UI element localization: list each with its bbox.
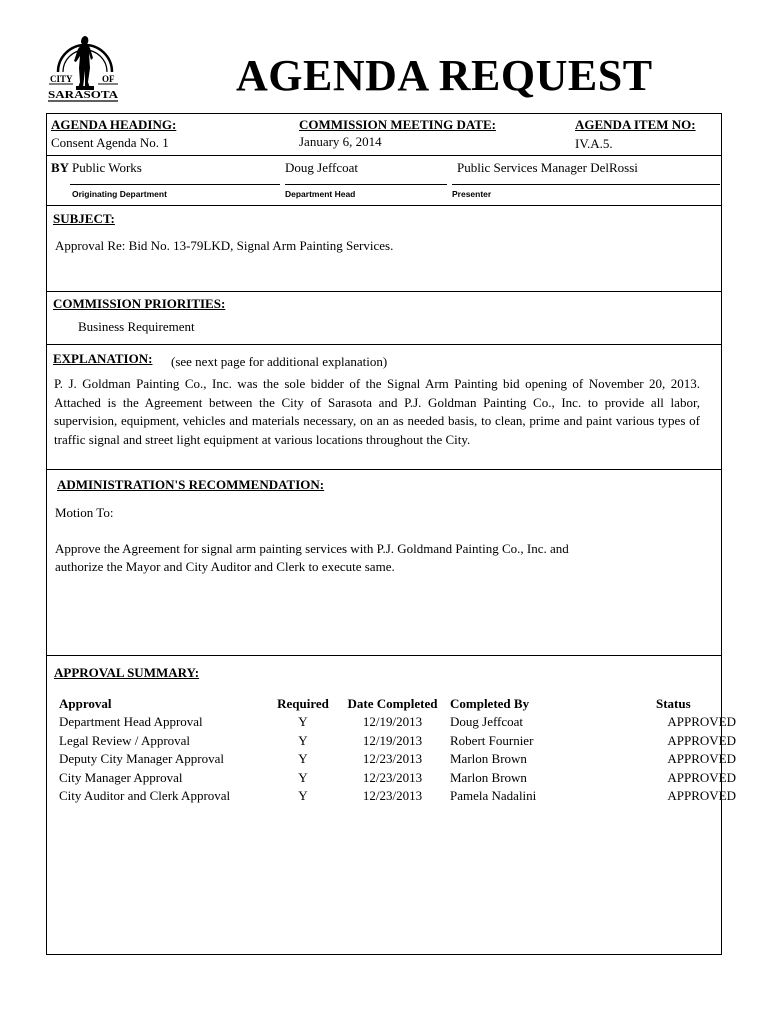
approval-date: 12/19/2013	[362, 714, 423, 730]
approval-required: Y	[298, 788, 308, 804]
divider	[46, 469, 722, 470]
approval-status: APPROVED	[667, 732, 736, 748]
column-header-approval: Approval	[59, 695, 112, 711]
approval-name: Legal Review / Approval	[59, 732, 191, 748]
explanation-text: P. J. Goldman Painting Co., Inc. was the sole bidder of the Signal Arm Painting bid opening of November 20, 2013. Attached is the Agreement between the City of Sarasota and P.J. Goldman Painting Co., Inc. to provide all labor, supervision, equipment, vehicles and materials necessary, on an as needed basis, to clean, prime and paint various types of traffic signal and street light equipment at various locations throughout the City.	[54, 376, 700, 447]
table-row	[56, 769, 736, 788]
by-label: BY	[51, 160, 70, 175]
explanation-note: (see next page for additional explanation)	[171, 354, 388, 369]
agenda-item-label: AGENDA ITEM NO:	[575, 117, 696, 132]
signature-line	[452, 184, 720, 185]
approval-status: APPROVED	[667, 769, 736, 785]
agenda-heading-label: AGENDA HEADING:	[51, 117, 177, 132]
logo-city-text: CITY	[50, 74, 73, 84]
table-row	[56, 787, 736, 806]
approval-name: Department Head Approval	[59, 714, 203, 730]
recommendation-line-2: authorize the Mayor and City Auditor and Clerk to execute same.	[55, 559, 395, 574]
signature-line	[285, 184, 447, 185]
table-row	[56, 750, 736, 769]
subject-text: Approval Re: Bid No. 13-79LKD, Signal Arm Painting Services.	[55, 238, 394, 253]
agenda-heading-value: Consent Agenda No. 1	[51, 135, 169, 150]
subject-label: SUBJECT:	[53, 211, 115, 226]
priorities-text: Business Requirement	[78, 319, 195, 334]
recommendation-label: ADMINISTRATION'S RECOMMENDATION:	[57, 477, 325, 492]
approval-date: 12/19/2013	[362, 732, 423, 748]
approval-summary-label: APPROVAL SUMMARY:	[54, 665, 200, 680]
column-header-required: Required	[277, 695, 329, 711]
approval-table-header	[56, 694, 736, 713]
page-title: AGENDA REQUEST	[236, 51, 653, 100]
divider	[46, 655, 722, 656]
approval-status: APPROVED	[667, 788, 736, 804]
originating-department-caption: Originating Department	[72, 189, 167, 199]
approval-name: Deputy City Manager Approval	[59, 751, 224, 767]
approval-date: 12/23/2013	[362, 788, 423, 804]
priorities-label: COMMISSION PRIORITIES:	[53, 296, 226, 311]
divider	[46, 291, 722, 292]
presenter-caption: Presenter	[452, 189, 492, 199]
approval-name: City Manager Approval	[59, 769, 183, 785]
approval-date: 12/23/2013	[362, 769, 423, 785]
approval-required: Y	[298, 751, 308, 767]
approval-completed-by: Marlon Brown	[450, 751, 527, 767]
department-head-value: Doug Jeffcoat	[285, 160, 359, 175]
department-head-caption: Department Head	[285, 189, 356, 199]
table-row	[56, 732, 736, 751]
approval-completed-by: Pamela Nadalini	[450, 788, 537, 804]
approval-status: APPROVED	[667, 751, 736, 767]
approval-date: 12/23/2013	[362, 751, 423, 767]
presenter-value: Public Services Manager DelRossi	[457, 160, 638, 175]
divider	[46, 205, 722, 206]
approval-status: APPROVED	[667, 714, 736, 730]
approval-completed-by: Robert Fournier	[450, 732, 534, 748]
agenda-item-value: IV.A.5.	[575, 136, 613, 151]
meeting-date-label: COMMISSION MEETING DATE:	[299, 117, 496, 132]
column-header-date-completed: Date Completed	[347, 695, 438, 711]
column-header-status: Status	[656, 695, 691, 711]
city-of-sarasota-logo	[46, 24, 124, 106]
motion-label: Motion To:	[55, 505, 114, 520]
logo-of-text: OF	[102, 74, 115, 84]
signature-line	[70, 184, 280, 185]
approval-required: Y	[298, 714, 308, 730]
approval-required: Y	[298, 732, 308, 748]
approval-completed-by: Doug Jeffcoat	[450, 714, 524, 730]
recommendation-line-1: Approve the Agreement for signal arm painting services with P.J. Goldmand Painting Co., Inc. and	[55, 541, 569, 556]
table-row	[56, 713, 736, 732]
approval-required: Y	[298, 769, 308, 785]
approval-name: City Auditor and Clerk Approval	[59, 788, 231, 804]
divider	[46, 155, 722, 156]
approval-completed-by: Marlon Brown	[450, 769, 527, 785]
explanation-label: EXPLANATION:	[53, 351, 153, 366]
approval-table	[56, 694, 736, 806]
logo-sarasota-text: SARASOTA	[48, 89, 119, 101]
meeting-date-value: January 6, 2014	[299, 134, 382, 149]
column-header-completed-by: Completed By	[450, 695, 530, 711]
originating-department-value: Public Works	[72, 160, 142, 175]
divider	[46, 344, 722, 345]
